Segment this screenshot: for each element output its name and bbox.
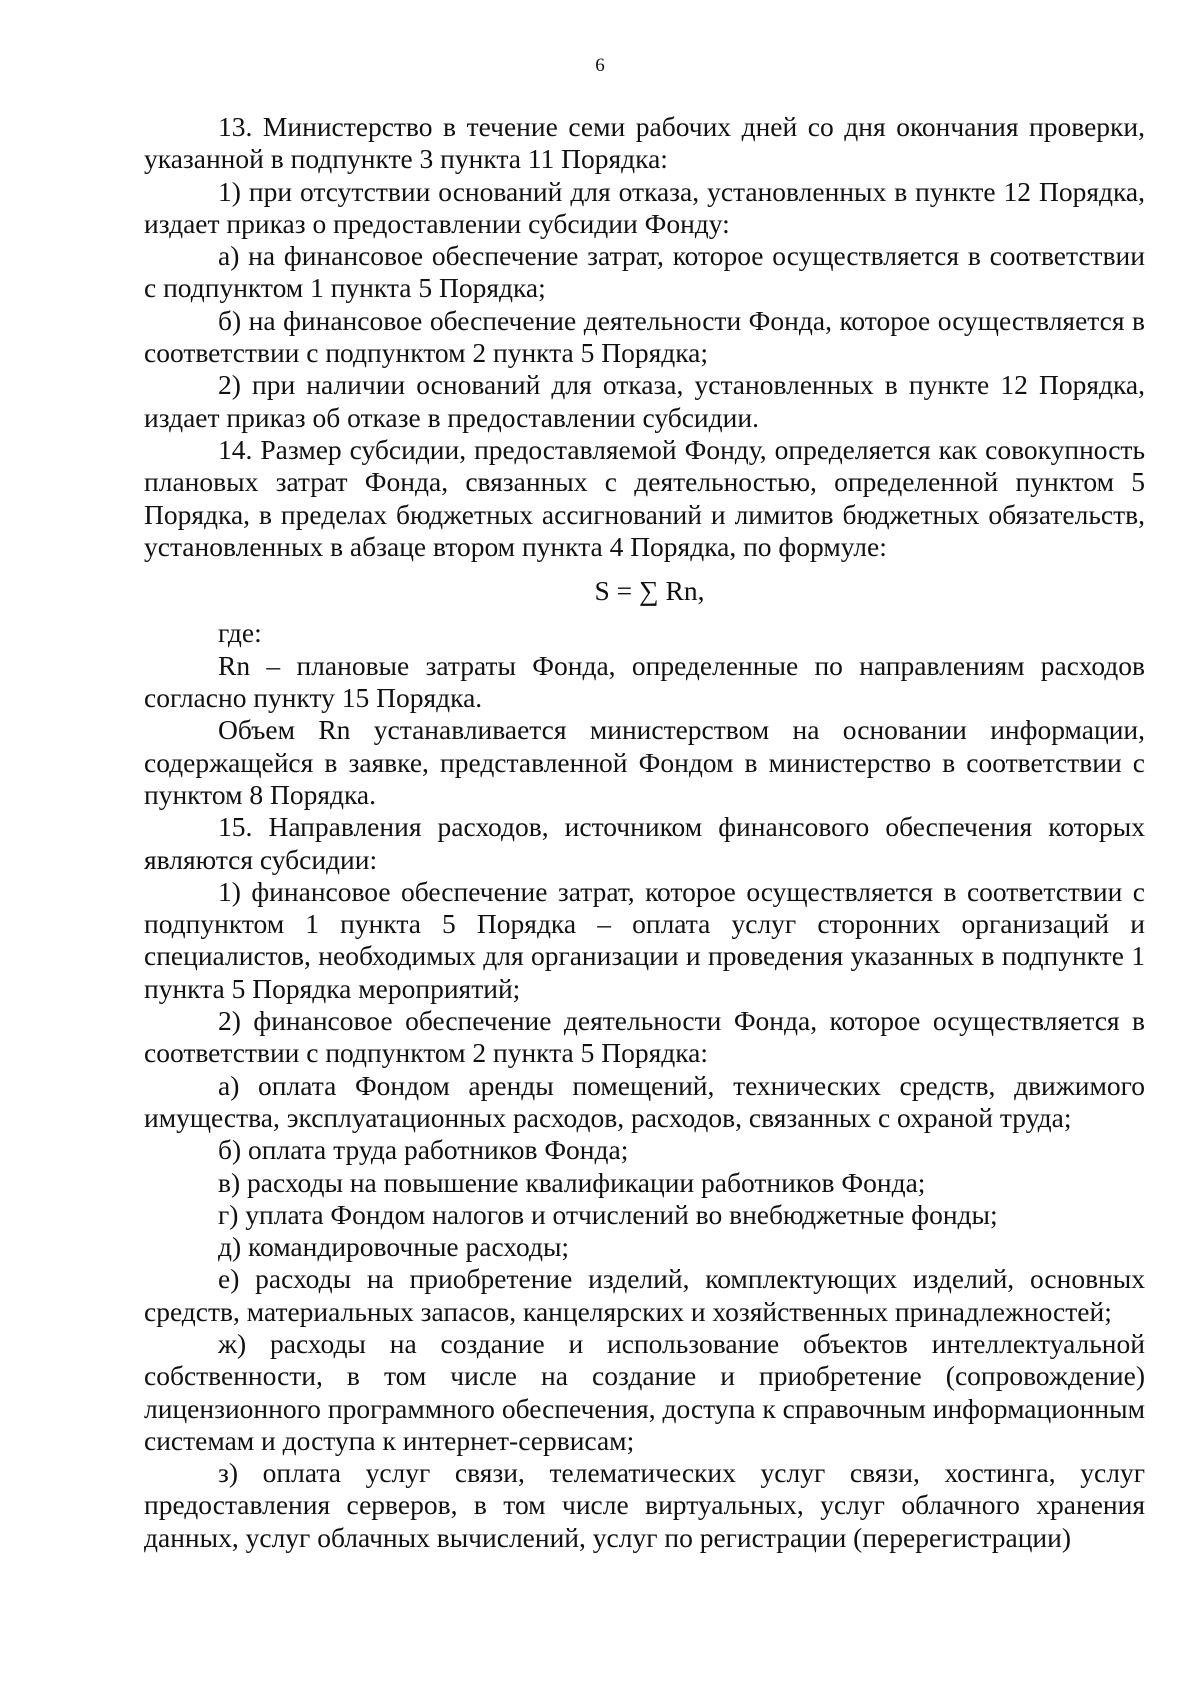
paragraph-15-2-b: б) оплата труда работников Фонда;: [218, 1134, 629, 1166]
paragraph-15-2-e: е) расходы на приобретение изделий, комплектующих изделий, основных средств, материальных запасов, канцелярских и хозяйственных принадлежностей;: [144, 1263, 1145, 1327]
document-body: [144, 111, 1145, 1554]
paragraph-13-1-b: б) на финансовое обеспечение деятельности Фонда, которое осуществляется в соответствии с подпунктом 2 пункта 5 Порядка;: [144, 304, 1145, 369]
page-number: 6: [595, 55, 605, 76]
paragraph-15-2-zh: ж) расходы на создание и использование объектов интеллектуальной собственности, в том числе на создание и приобретение (сопровождение) лицензионного программного обеспечения, доступа к справочным информационным системам и доступа к интернет-сервисам;: [144, 1327, 1145, 1456]
paragraph-13: 13. Министерство в течение семи рабочих дней со дня окончания проверки, указанной в подпункте 3 пункта 11 Порядка:: [144, 111, 1145, 175]
paragraph-where: где:: [218, 617, 262, 649]
paragraph-15-2-g: г) уплата Фондом налогов и отчислений во внебюджетные фонды;: [218, 1198, 998, 1230]
paragraph-15-1: 1) финансовое обеспечение затрат, которое осуществляется в соответствии с подпунктом 1 пункта 5 Порядка – оплата услуг сторонних организаций и специалистов, необходимых для организации и проведения указанных в подпункте 1 пункта 5 Порядка мероприятий;: [144, 875, 1145, 1004]
paragraph-13-2: 2) при наличии оснований для отказа, установленных в пункте 12 Порядка, издает приказ об отказе в предоставлении субсидии.: [144, 369, 1145, 433]
paragraph-rn-volume: Объем Rn устанавливается министерством на основании информации, содержащейся в заявке, представленной Фондом в министерство в соответствии с пунктом 8 Порядка.: [144, 714, 1145, 810]
paragraph-15-2: 2) финансовое обеспечение деятельности Фонда, которое осуществляется в соответствии с подпунктом 2 пункта 5 Порядка:: [144, 1005, 1145, 1069]
paragraph-15-2-z: з) оплата услуг связи, телематических услуг связи, хостинга, услуг предоставления серверов, в том числе виртуальных, услуг облачного хранения данных, услуг облачных вычислений, услуг по регистрации (перерегистрации): [144, 1457, 1145, 1553]
paragraph-15-2-d: д) командировочные расходы;: [218, 1231, 570, 1263]
paragraph-15-2-v: в) расходы на повышение квалификации работников Фонда;: [218, 1166, 926, 1198]
paragraph-14: 14. Размер субсидии, предоставляемой Фонду, определяется как совокупность плановых затрат Фонда, связанных с деятельностью, определенной пунктом 5 Порядка, в пределах бюджетных ассигнований и лимитов бюджетных обязательств, установленных в абзаце втором пункта 4 Порядка, по формуле:: [144, 433, 1145, 562]
paragraph-rn-definition: Rn – плановые затраты Фонда, определенные по направлениям расходов согласно пункту 15 Порядка.: [144, 649, 1145, 714]
paragraph-15: 15. Направления расходов, источником финансового обеспечения которых являются субсидии:: [144, 811, 1145, 875]
paragraph-13-1: 1) при отсутствии оснований для отказа, установленных в пункте 12 Порядка, издает приказ о предоставлении субсидии Фонду:: [144, 175, 1145, 239]
paragraph-15-2-a: а) оплата Фондом аренды помещений, технических средств, движимого имущества, эксплуатационных расходов, расходов, связанных с охраной труда;: [144, 1069, 1145, 1133]
formula: S = ∑ Rn,: [594, 575, 705, 607]
paragraph-13-1-a: а) на финансовое обеспечение затрат, которое осуществляется в соответствии с подпунктом 1 пункта 5 Порядка;: [144, 240, 1145, 304]
